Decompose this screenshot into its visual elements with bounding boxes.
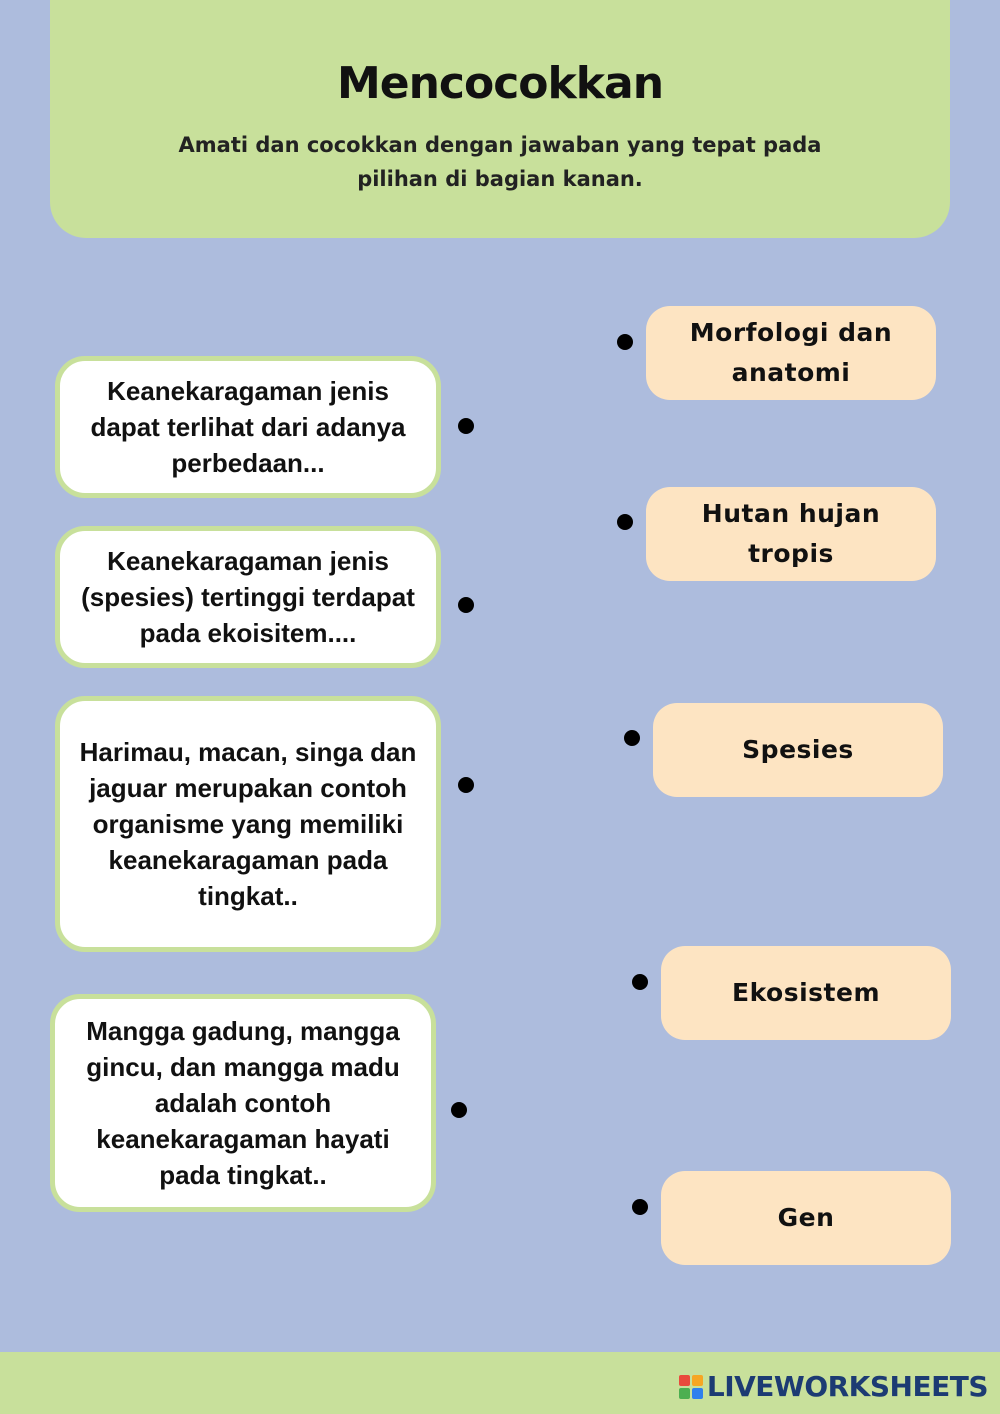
question-dot-1[interactable] (458, 418, 474, 434)
instructions-text: Amati dan cocokkan dengan jawaban yang tepat pada pilihan di bagian kanan. (178, 133, 822, 191)
answer-card-3 (653, 703, 943, 797)
page-title: Mencocokkan (336, 58, 664, 109)
question-text-4: Mangga gadung, mangga gincu, dan mangga madu adalah contoh keanekaragaman hayati pada tingkat.. (86, 1016, 400, 1190)
footer-bar (0, 1352, 1000, 1414)
question-text-3: Harimau, macan, singa dan jaguar merupakan contoh organisme yang memiliki keanekaragaman pada tingkat.. (79, 737, 417, 911)
question-dot-2[interactable] (458, 597, 474, 613)
answer-text-1: Morfologi dan anatomi (689, 318, 893, 387)
answer-dot-3[interactable] (624, 730, 640, 746)
question-dot-3[interactable] (458, 777, 474, 793)
answer-dot-1[interactable] (617, 334, 633, 350)
answer-card-2 (646, 487, 936, 581)
answer-card-4 (661, 946, 951, 1040)
question-text-2: Keanekaragaman jenis (spesies) tertinggi terdapat pada ekoisitem.... (81, 546, 415, 648)
question-card-4 (50, 994, 436, 1212)
question-text-1: Keanekaragaman jenis dapat terlihat dari adanya perbedaan... (90, 376, 406, 478)
question-card-2 (55, 526, 441, 668)
brand-name: LIVEWORKSHEETS (706, 1370, 988, 1403)
answer-dot-5[interactable] (632, 1199, 648, 1215)
answer-text-3: Spesies (742, 735, 854, 764)
answer-dot-2[interactable] (617, 514, 633, 530)
answer-text-5: Gen (777, 1203, 835, 1232)
answer-text-4: Ekosistem (732, 978, 880, 1007)
question-dot-4[interactable] (451, 1102, 467, 1118)
liveworksheets-logo-icon (679, 1375, 703, 1399)
question-card-3 (55, 696, 441, 952)
answer-text-2: Hutan hujan tropis (701, 499, 881, 568)
answer-card-1 (646, 306, 936, 400)
question-card-1 (55, 356, 441, 498)
header-panel (50, 0, 950, 238)
answer-card-5 (661, 1171, 951, 1265)
answer-dot-4[interactable] (632, 974, 648, 990)
liveworksheets-logo[interactable] (679, 1370, 988, 1403)
